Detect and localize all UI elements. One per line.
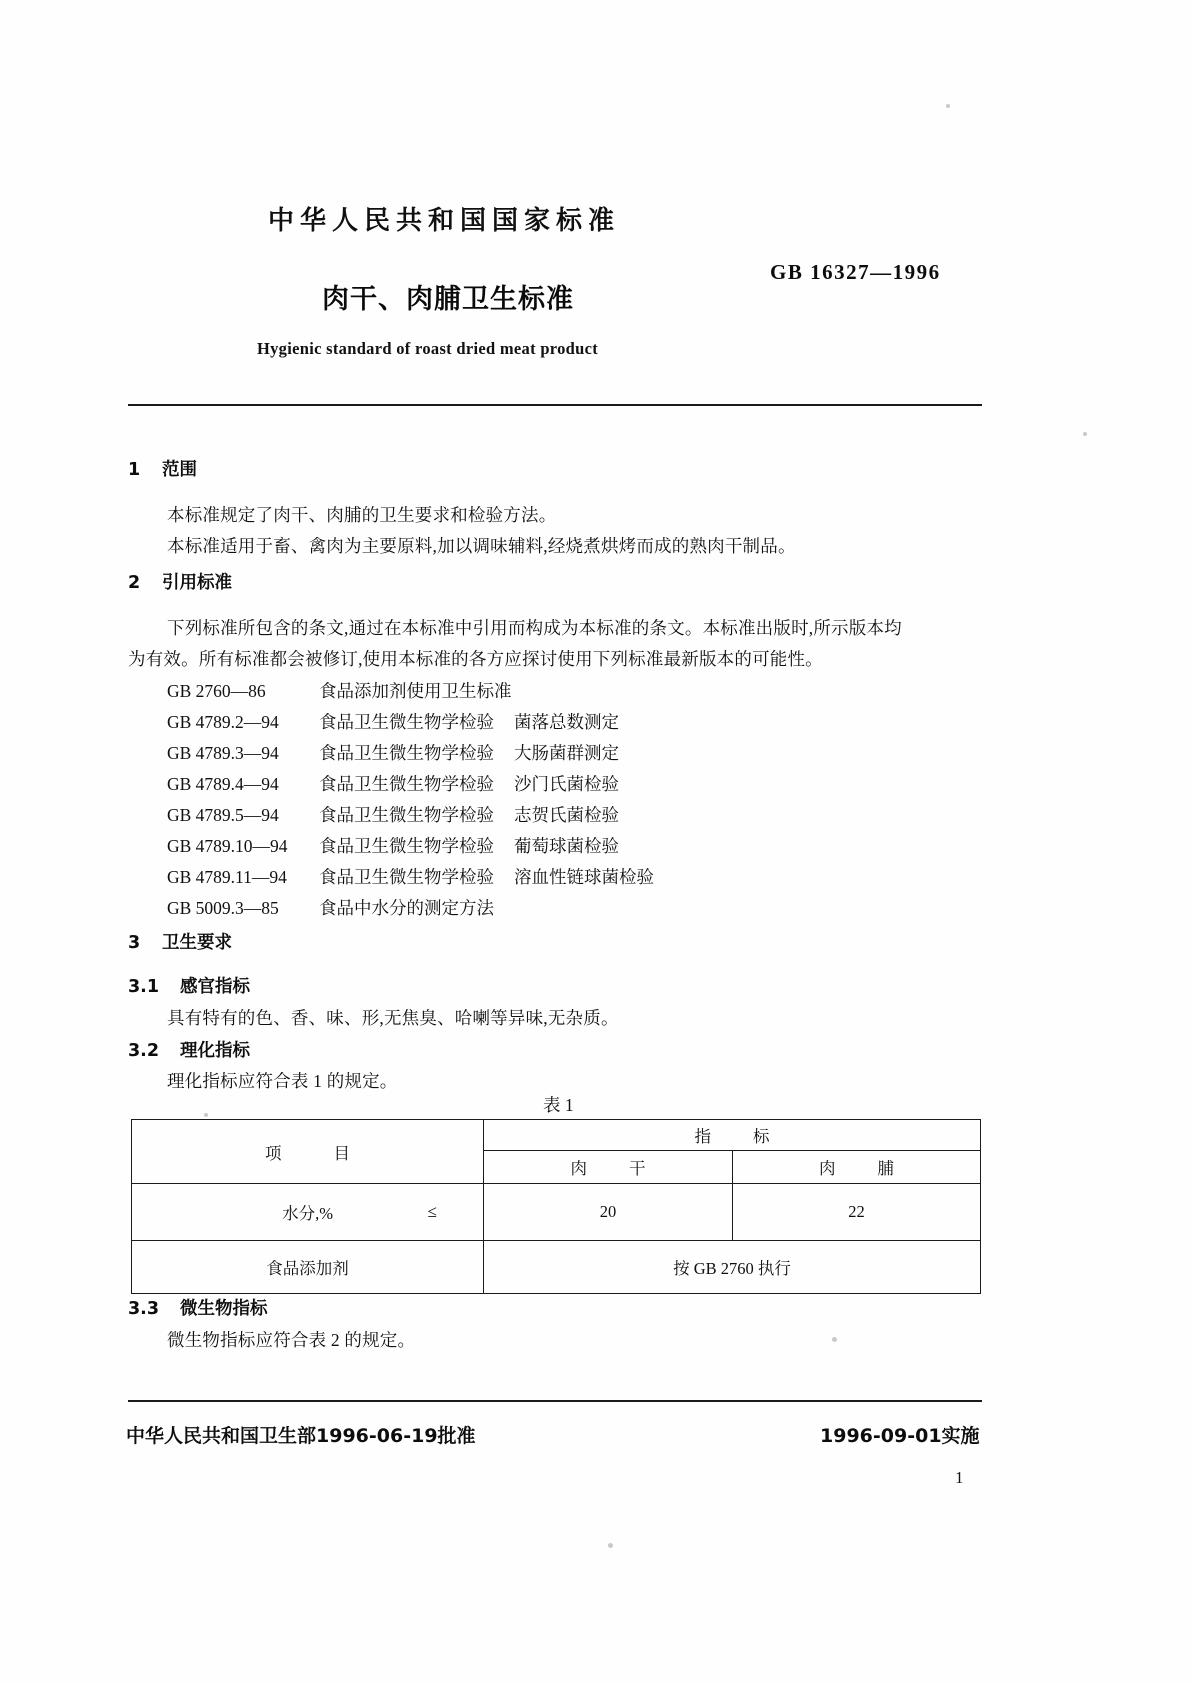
section-heading-references (128, 569, 232, 594)
row-label-text: 食品添加剂 (266, 1259, 349, 1278)
reference-code: GB 4789.4—94 (167, 774, 279, 794)
reference-name: 食品卫生微生物学检验 (319, 774, 494, 794)
table-1-caption: 表 1 (543, 1095, 574, 1115)
document-title: 肉干、肉脯卫生标准 (322, 284, 574, 315)
footer-approval: 中华人民共和国卫生部1996-06-19批准 (126, 1425, 476, 1447)
micro-paragraph: 微生物指标应符合表 2 的规定。 (167, 1330, 416, 1350)
reference-name: 食品卫生微生物学检验 (319, 743, 494, 763)
section-number-3-2: 3.2 (128, 1041, 160, 1061)
standard-number: GB 16327—1996 (770, 260, 941, 284)
reference-item (167, 709, 619, 734)
paper-speck (204, 1113, 208, 1117)
table-cell-moisture-slice: 22 (733, 1184, 981, 1241)
footer-divider (128, 1400, 982, 1402)
paper-speck (832, 1337, 837, 1342)
table-cell-moisture-dried: 20 (484, 1184, 733, 1241)
table-header-index: 指标 (484, 1120, 981, 1151)
paper-speck (608, 1543, 613, 1548)
table-row (132, 1184, 981, 1241)
reference-detail: 溶血性链球菌检验 (514, 867, 654, 887)
reference-code: GB 4789.11—94 (167, 867, 287, 887)
paper-speck (946, 104, 950, 108)
section-title-3-2: 理化指标 (180, 1041, 250, 1061)
page-number: 1 (955, 1468, 964, 1487)
reference-name: 食品卫生微生物学检验 (319, 867, 494, 887)
reference-code: GB 5009.3—85 (167, 898, 279, 918)
reference-detail: 菌落总数测定 (514, 712, 619, 732)
paper-speck (1083, 432, 1087, 436)
section-title-3-1: 感官指标 (180, 977, 250, 997)
header-divider (128, 404, 982, 406)
reference-code: GB 4789.2—94 (167, 712, 279, 732)
section-number-3: 3 (128, 933, 141, 953)
table-row-label-additives (132, 1241, 484, 1294)
section-heading-scope (128, 456, 197, 481)
table-subheader-meat-slice: 肉脯 (733, 1151, 981, 1184)
table-header-row (132, 1120, 981, 1151)
reference-item (167, 833, 619, 858)
footer-implementation: 1996-09-01实施 (820, 1425, 980, 1447)
table-header-item: 项目 (132, 1120, 484, 1184)
section-title-2: 引用标准 (162, 573, 232, 593)
reference-code: GB 4789.5—94 (167, 805, 279, 825)
reference-code: GB 4789.3—94 (167, 743, 279, 763)
reference-detail: 志贺氏菌检验 (514, 805, 619, 825)
section-number-2: 2 (128, 573, 141, 593)
less-equal-icon: ≤ (427, 1202, 437, 1221)
references-paragraph-1: 下列标准所包含的条文,通过在本标准中引用而构成为本标准的条文。本标准出版时,所示版本均 (167, 618, 902, 638)
section-number-3-1: 3.1 (128, 977, 160, 997)
reference-item (167, 895, 514, 920)
physchem-paragraph: 理化指标应符合表 1 的规定。 (167, 1071, 398, 1091)
document-title-english: Hygienic standard of roast dried meat product (257, 339, 599, 358)
reference-name: 食品卫生微生物学检验 (319, 712, 494, 732)
reference-item (167, 771, 619, 796)
reference-name: 食品卫生微生物学检验 (319, 836, 494, 856)
sensory-paragraph: 具有特有的色、香、味、形,无焦臭、哈喇等异味,无杂质。 (167, 1008, 619, 1028)
table-1 (131, 1119, 981, 1294)
reference-detail: 大肠菌群测定 (514, 743, 619, 763)
table-subheader-dried-meat: 肉干 (484, 1151, 733, 1184)
reference-item (167, 678, 532, 703)
section-heading-sensory (128, 973, 250, 998)
section-number-3-3: 3.3 (128, 1299, 160, 1319)
reference-item (167, 740, 619, 765)
row-label-text: 水分,% (282, 1204, 333, 1223)
section-title-3-3: 微生物指标 (180, 1299, 268, 1319)
table-row-label-moisture (132, 1184, 484, 1241)
reference-detail: 沙门氏菌检验 (514, 774, 619, 794)
scope-paragraph-2: 本标准适用于畜、禽肉为主要原料,加以调味辅料,经烧煮烘烤而成的熟肉干制品。 (167, 536, 796, 556)
reference-code: GB 2760—86 (167, 681, 266, 701)
section-number-1: 1 (128, 460, 141, 480)
reference-item (167, 864, 654, 889)
references-paragraph-2: 为有效。所有标准都会被修订,使用本标准的各方应探讨使用下列标准最新版本的可能性。 (128, 649, 823, 669)
table-row (132, 1241, 981, 1294)
section-title-1: 范围 (162, 460, 197, 480)
reference-name: 食品卫生微生物学检验 (319, 805, 494, 825)
section-heading-hygiene (128, 929, 232, 954)
section-heading-physchem (128, 1037, 250, 1062)
reference-code: GB 4789.10—94 (167, 836, 288, 856)
reference-item (167, 802, 619, 827)
section-heading-micro (128, 1295, 268, 1320)
reference-name: 食品添加剂使用卫生标准 (319, 681, 512, 701)
section-title-3: 卫生要求 (162, 933, 232, 953)
reference-detail: 葡萄球菌检验 (514, 836, 619, 856)
table-cell-additives-value: 按 GB 2760 执行 (484, 1241, 981, 1294)
national-standard-title: 中华人民共和国国家标准 (268, 206, 621, 236)
scope-paragraph-1: 本标准规定了肉干、肉脯的卫生要求和检验方法。 (167, 505, 557, 525)
reference-name: 食品中水分的测定方法 (319, 898, 494, 918)
